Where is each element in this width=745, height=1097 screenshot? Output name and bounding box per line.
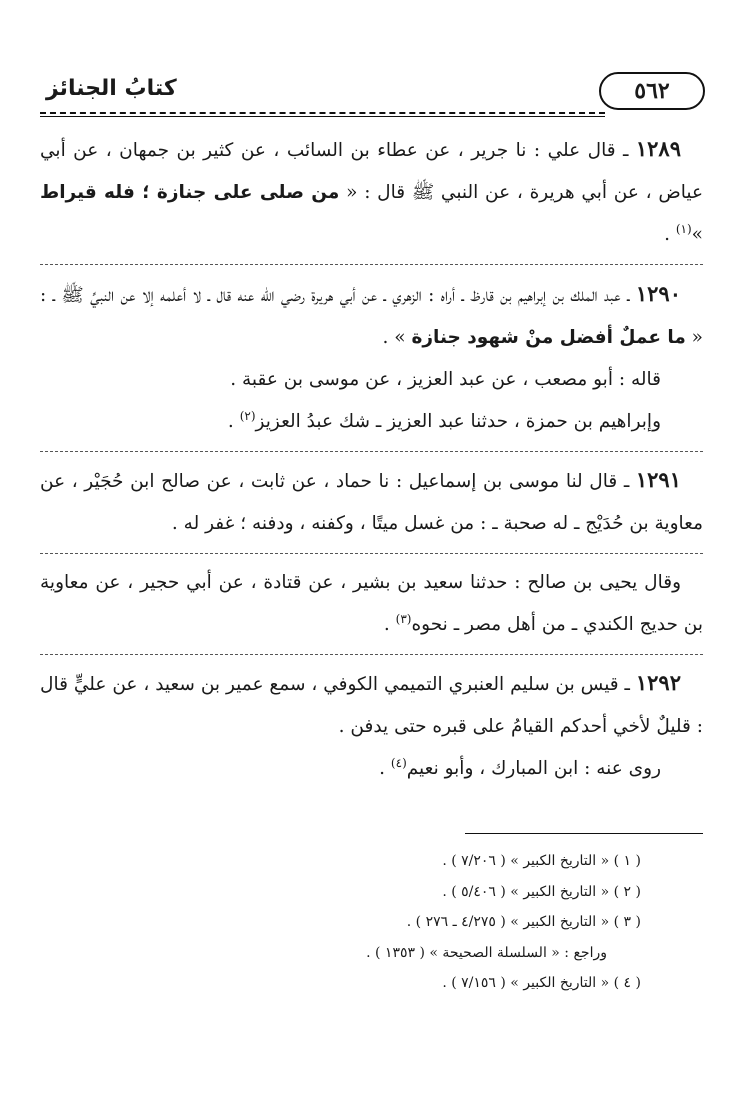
narration-text: وإبراهيم بن حمزة ، حدثنا عبد العزيز ـ شك عبدُ العزيز (255, 410, 661, 432)
hadith-text: ـ قال لنا موسى بن إسماعيل : نا حماد ، عن ثابت ، عن صالح ابن حُجَيْر ، عن معاوية بن حُدَيْج ـ له صحبة ـ : من غسل ميتًا ، وكفنه ، ودفنه ؛ غفر له . (40, 471, 703, 534)
footnote-ref: (١) (675, 221, 692, 236)
footnote-item: ( ٤ ) « التاريخ الكبير » ( ٧/١٥٦ ) . (442, 975, 641, 991)
narration-note (40, 401, 703, 443)
footnote-ref: (٣) (395, 611, 412, 626)
footnotes (221, 846, 641, 999)
footnote-item: ( ٢ ) « التاريخ الكبير » ( ٥/٤٠٦ ) . (442, 883, 641, 900)
hadith-text-end: » (691, 224, 703, 245)
hadith-text: ـ قيس بن سليم العنبري التميمي الكوفي ، سمع عمير بن سعيد ، عن عليٍّ قال : قليلٌ لأخي أحدكم القيامُ على قبره حتى يدفن . (40, 674, 703, 737)
hadith-number: ١٢٩٢ (635, 670, 681, 695)
narration-end: . (379, 758, 391, 779)
footnote-divider (465, 833, 703, 834)
book-title: كتابُ الجنائز (46, 76, 177, 101)
hadith-1292 (40, 662, 703, 748)
hadith-matn: ما عملٌ أفضل منْ شهود جنازة (411, 326, 686, 348)
hadith-number: ١٢٩٠ (635, 280, 681, 306)
entry-divider (40, 264, 703, 267)
entry-divider (40, 451, 703, 454)
narration-text: روى عنه : ابن المبارك ، وأبو نعيم (406, 758, 661, 779)
hadith-ending: . (664, 224, 676, 245)
entry-divider (40, 654, 703, 657)
footnote-item: وراجع : « السلسلة الصحيحة » ( ١٣٥٣ ) . (366, 944, 607, 961)
hadith-number: ١٢٨٩ (635, 136, 681, 161)
hadith-text: ـ قال علي : نا جرير ، عن عطاء بن السائب ، عن كثير بن جمهان ، عن أبي عياض ، عن أبي هريرة ، عن النبي ﷺ قال : « (40, 140, 704, 203)
hadith-1290 (40, 273, 703, 359)
hadith-text-end: » . (382, 326, 412, 348)
narration-end: . (383, 613, 396, 635)
page-content (40, 128, 703, 790)
header-divider (40, 112, 605, 114)
footnote-ref: (٢) (239, 408, 256, 423)
hadith-matn: من صلى على جنازة ؛ فله قيراط (40, 182, 340, 203)
page-number (599, 72, 705, 110)
footnote-item: ( ٣ ) « التاريخ الكبير » ( ٤/٢٧٥ ـ ٢٧٦ ) . (406, 914, 641, 930)
header-divider-line (40, 116, 605, 117)
footnote-item: ( ١ ) « التاريخ الكبير » ( ٧/٢٠٦ ) . (442, 853, 641, 869)
page-header (40, 72, 705, 122)
page-number-text: ٥٦٢ (634, 78, 670, 104)
footnote-ref: (٤) (390, 755, 407, 770)
narration-text: وقال يحيى بن صالح : حدثنا سعيد بن بشير ، عن قتادة ، عن أبي حجير ، عن معاوية بن حديج الكندي ـ من أهل مصر ـ نحوه (40, 571, 703, 635)
entry-divider (40, 553, 703, 556)
narration-note (40, 748, 703, 790)
hadith-1291 (40, 459, 703, 545)
narration-end: . (227, 410, 240, 432)
narration-note (40, 562, 703, 646)
narration-note: قاله : أبو مصعب ، عن عبد العزيز ، عن موسى بن عقبة . (230, 368, 661, 390)
hadith-1289 (40, 128, 703, 256)
hadith-text: ـ عبد الملك بن إبراهيم بن قارظ ـ أراه : الزهري ـ عن أبي هريرة رضي الله عنه قال ـ لا أعلمه إلا عن النبيِّ ﷺ ـ : « (40, 284, 703, 348)
hadith-number: ١٢٩١ (635, 467, 681, 492)
